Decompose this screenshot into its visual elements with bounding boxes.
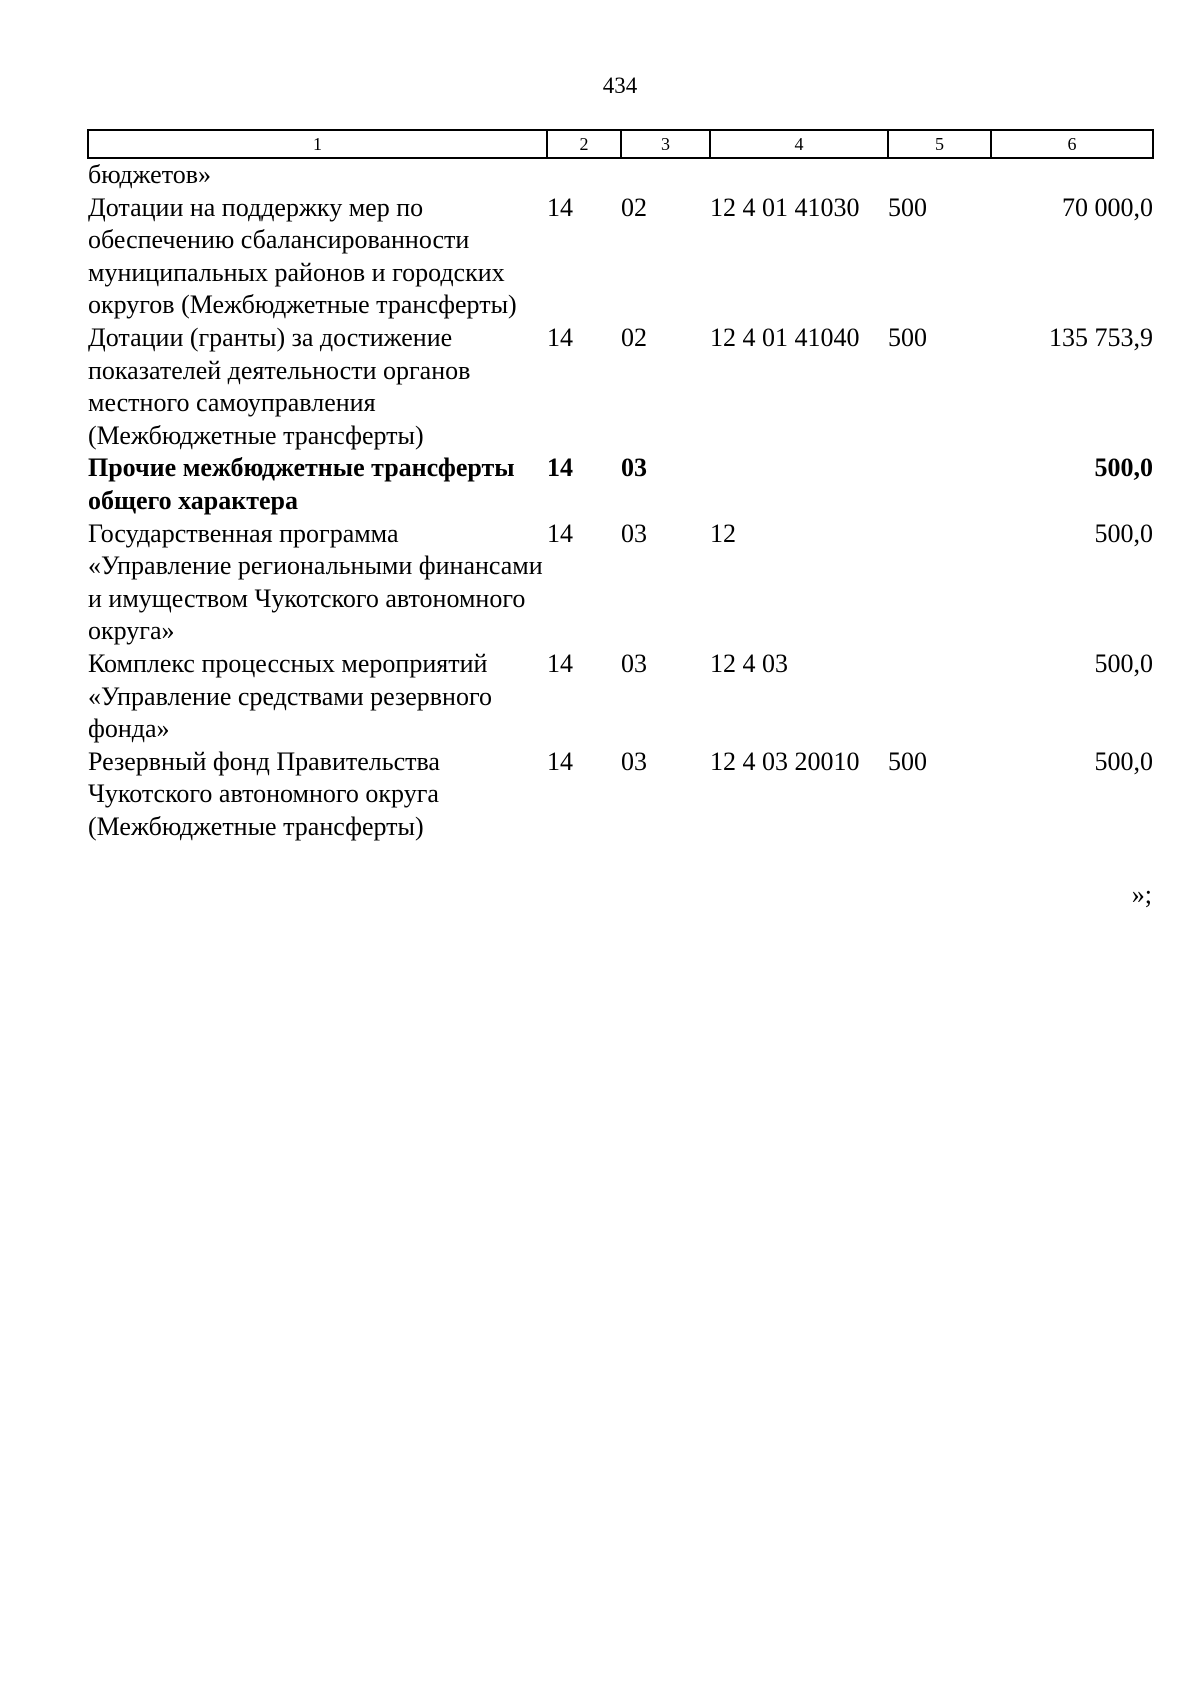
- row-expense-type: 500: [888, 192, 927, 222]
- table-row: [88, 452, 1153, 517]
- row-name: Государственная программа «Управление региональными финансами и имуществом Чукотского автономного округа»: [88, 518, 543, 646]
- row-expense-type: 500: [888, 746, 927, 776]
- row-expense-type: 500: [888, 322, 927, 352]
- row-subsection: 02: [621, 322, 647, 352]
- row-subsection: 02: [621, 192, 647, 222]
- row-amount: 500,0: [1094, 453, 1153, 483]
- row-expense-type: [888, 158, 991, 192]
- column-header-5: 5: [888, 130, 991, 158]
- row-target-code: 12 4 03: [710, 648, 788, 678]
- header-row: [88, 130, 1153, 158]
- row-target-code: 12 4 03 20010: [710, 746, 860, 776]
- row-amount: 500,0: [1094, 648, 1153, 678]
- row-name: Дотации на поддержку мер по обеспечению сбалансированности муниципальных районов и городских округов (Межбюджетные трансферты): [88, 192, 517, 320]
- row-subsection: 03: [621, 746, 647, 776]
- row-amount: [991, 158, 1153, 192]
- table-row: [88, 518, 1153, 648]
- table-header: [88, 130, 1153, 158]
- row-amount: 70 000,0: [1062, 192, 1153, 222]
- table-row: [88, 158, 1153, 192]
- row-name: бюджетов»: [88, 160, 212, 189]
- column-header-3: 3: [621, 130, 710, 158]
- closing-quote-mark: »;: [1131, 880, 1152, 909]
- column-header-1: 1: [88, 130, 547, 158]
- row-target-code: 12: [710, 518, 736, 548]
- row-expense-type: [888, 518, 991, 648]
- row-expense-type: [888, 648, 991, 746]
- row-subsection: 03: [621, 648, 647, 678]
- row-subsection: 03: [621, 453, 647, 483]
- budget-table: [87, 129, 1154, 843]
- row-name: Резервный фонд Правительства Чукотского автономного округа (Межбюджетные трансферты): [88, 746, 440, 841]
- row-section: 14: [547, 648, 573, 678]
- row-section: 14: [547, 192, 573, 222]
- row-section: 14: [547, 518, 573, 548]
- row-amount: 500,0: [1094, 518, 1153, 548]
- row-section: [547, 158, 621, 192]
- page-number: 434: [602, 73, 638, 98]
- row-target-code: [710, 452, 888, 517]
- row-amount: 500,0: [1094, 746, 1153, 776]
- row-section: 14: [547, 453, 573, 483]
- row-name: Дотации (гранты) за достижение показателей деятельности органов местного самоуправления (Межбюджетные трансферты): [88, 322, 471, 450]
- row-expense-type: [888, 452, 991, 517]
- row-amount: 135 753,9: [1049, 322, 1153, 352]
- row-section: 14: [547, 746, 573, 776]
- row-name: Прочие межбюджетные трансферты общего характера: [88, 453, 515, 515]
- column-header-6: 6: [991, 130, 1153, 158]
- table-row: [88, 192, 1153, 322]
- table-row: [88, 648, 1153, 746]
- row-target-code: 12 4 01 41040: [710, 322, 860, 352]
- table-body: [88, 158, 1153, 843]
- row-section: 14: [547, 322, 573, 352]
- row-target-code: 12 4 01 41030: [710, 192, 860, 222]
- row-target-code: [710, 158, 888, 192]
- row-subsection: [621, 158, 710, 192]
- column-header-4: 4: [710, 130, 888, 158]
- row-subsection: 03: [621, 518, 647, 548]
- table-row: [88, 322, 1153, 452]
- row-name: Комплекс процессных мероприятий «Управление средствами резервного фонда»: [88, 648, 492, 744]
- column-header-2: 2: [547, 130, 621, 158]
- table-row: [88, 746, 1153, 844]
